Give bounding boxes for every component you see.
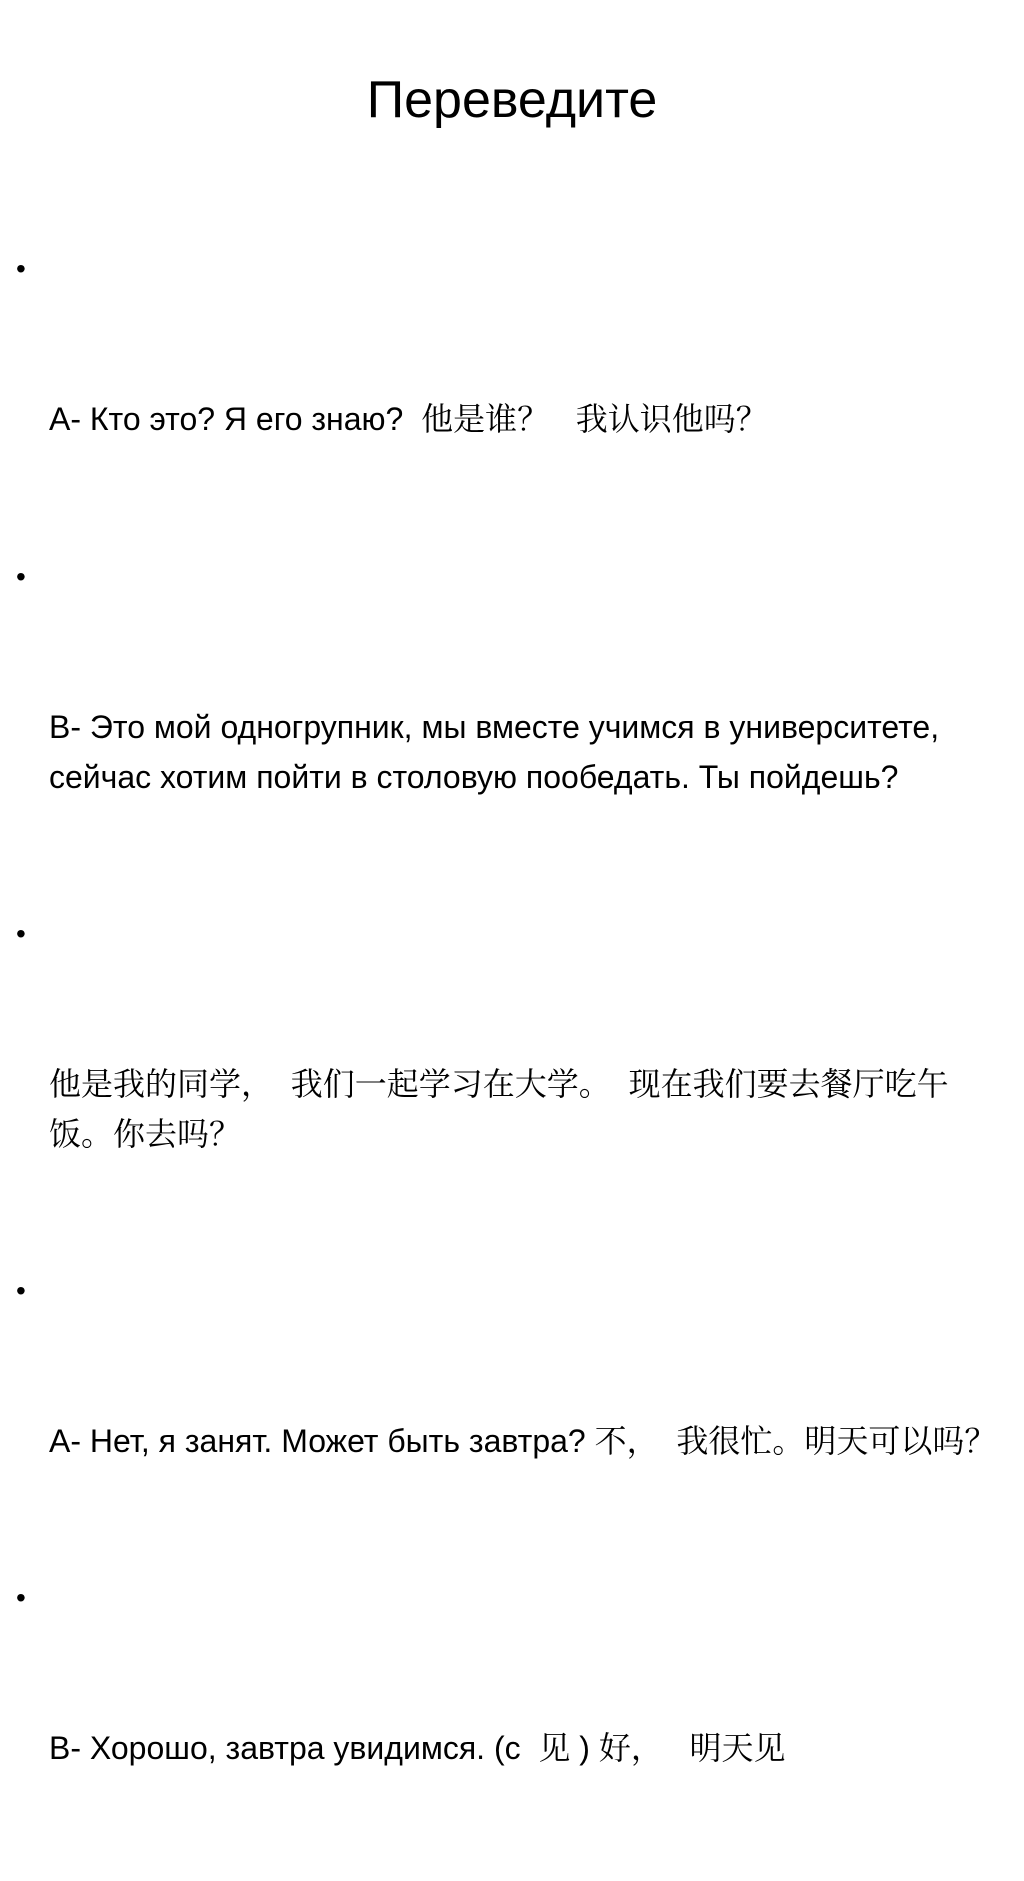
list-item	[16, 1573, 1012, 1873]
list-item	[16, 1266, 1012, 1566]
bullet-icon: •	[16, 253, 26, 284]
list-item	[16, 244, 1012, 544]
bullet-list	[16, 244, 1012, 1881]
list-item	[16, 552, 1012, 902]
bullet-text: А- Кто это? Я его знаю? 他是谁？ 我认识他吗？	[49, 401, 768, 437]
list-item	[16, 909, 1012, 1259]
bullet-text: В- Это мой одногрупник, мы вместе учимся в университете, сейчас хотим пойти в столовую пообедать. Ты пойдешь?	[49, 709, 948, 795]
bullet-text: А- Нет, я занят. Может быть завтра? 不， 我很忙。明天可以吗？	[49, 1423, 997, 1459]
bullet-text: В- Хорошо, завтра увидимся. (с 见 ) 好， 明天见	[49, 1730, 786, 1766]
slide-title: Переведите	[366, 71, 658, 129]
bullet-text: 他是我的同学， 我们一起学习在大学。 现在我们要去餐厅吃午饭。你去吗？	[49, 1066, 949, 1152]
bullet-icon: •	[16, 1275, 26, 1306]
bullet-icon: •	[16, 918, 26, 949]
bullet-icon: •	[16, 1582, 26, 1613]
bullet-icon: •	[16, 561, 26, 592]
